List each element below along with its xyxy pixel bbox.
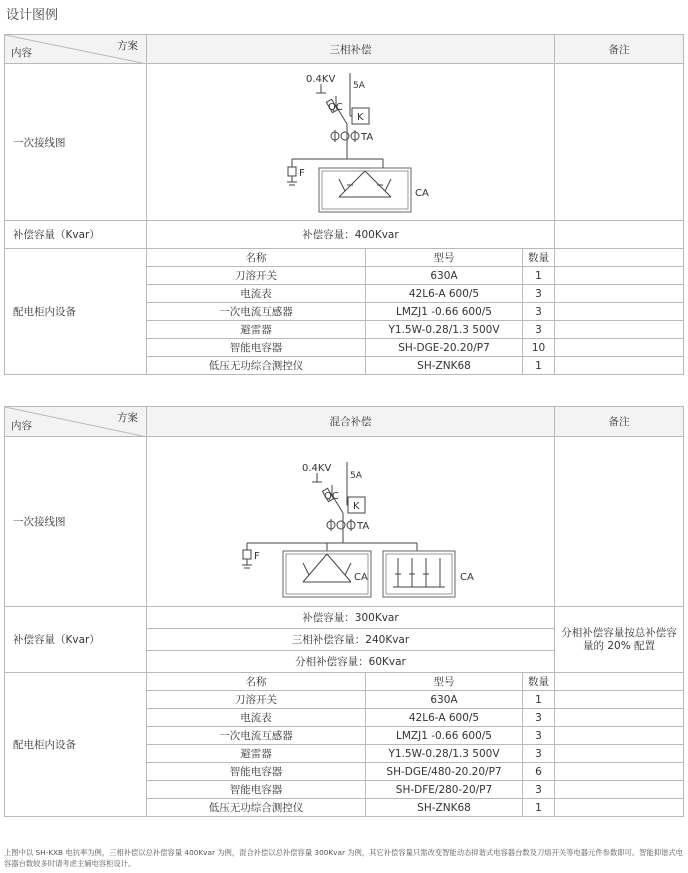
note-cell — [555, 249, 684, 267]
equipment-qty: 1 — [523, 357, 555, 375]
row-label-capacity: 补偿容量（Kvar） — [5, 607, 147, 673]
header-content-label: 内容 — [11, 47, 32, 59]
equipment-name: 智能电容器 — [147, 763, 366, 781]
note-cell — [555, 339, 684, 357]
row-label-equipment: 配电柜内设备 — [5, 249, 147, 375]
capacity-note: 分相补偿容量按总补偿容量的 20% 配置 — [555, 607, 684, 673]
col-model-header: 型号 — [366, 673, 523, 691]
row-label-equipment: 配电柜内设备 — [5, 673, 147, 817]
note-cell — [555, 781, 684, 799]
footnote: 上图中以 SH-KXB 电抗率为例，三相补偿以总补偿容量 400Kvar 为例，混合补偿以总补偿容量 300Kvar 为例，其它补偿容量只需改变智能动态抑谐式电容器台数及刀熔开关等电器元件参数即可。智能抑谐式电容器台数较多时请考虑主辅电容柜设计。 — [4, 848, 683, 868]
wiring-diagram-cell — [147, 64, 555, 221]
note-cell-diagram — [555, 437, 684, 607]
header-corner-cell — [5, 35, 147, 64]
row-label-diagram: 一次接线图 — [5, 64, 147, 221]
capacity-total: 补偿容量：300Kvar — [147, 607, 555, 629]
equipment-model: LMZJ1 -0.66 600/5 — [366, 303, 523, 321]
page-title: 设计图例 — [6, 8, 59, 23]
header-scheme-label: 方案 — [117, 412, 138, 424]
diagram-ca2-label: CA — [460, 572, 474, 583]
equipment-name: 电流表 — [147, 285, 366, 303]
equipment-name: 低压无功综合测控仪 — [147, 799, 366, 817]
equipment-qty: 6 — [523, 763, 555, 781]
equipment-name: 低压无功综合测控仪 — [147, 357, 366, 375]
equipment-qty: 3 — [523, 727, 555, 745]
wiring-diagram — [147, 437, 554, 606]
header-note: 备注 — [555, 407, 684, 437]
equipment-model: 630A — [366, 691, 523, 709]
equipment-header-row — [5, 249, 684, 267]
equipment-model: 630A — [366, 267, 523, 285]
diagram-ca1-label: CA — [354, 572, 368, 583]
col-model-header: 型号 — [366, 249, 523, 267]
header-title: 三相补偿 — [147, 35, 555, 64]
diagram-k-label: K — [357, 112, 364, 123]
hybrid-table — [4, 406, 684, 817]
note-cell — [555, 763, 684, 781]
equipment-model: SH-DFE/280-20/P7 — [366, 781, 523, 799]
equipment-model: SH-DGE-20.20/P7 — [366, 339, 523, 357]
note-cell-diagram — [555, 64, 684, 221]
row-label-capacity: 补偿容量（Kvar） — [5, 221, 147, 249]
diagram-qc-label: QC — [328, 102, 343, 113]
diagram-fuse-label: 5A — [353, 81, 365, 91]
diagram-ta-label: TA — [361, 132, 374, 143]
equipment-qty: 1 — [523, 799, 555, 817]
note-cell — [555, 673, 684, 691]
note-cell — [555, 357, 684, 375]
equipment-model: 42L6-A 600/5 — [366, 709, 523, 727]
header-title: 混合补偿 — [147, 407, 555, 437]
row-label-diagram: 一次接线图 — [5, 437, 147, 607]
equipment-model: SH-ZNK68 — [366, 357, 523, 375]
equipment-model: LMZJ1 -0.66 600/5 — [366, 727, 523, 745]
table-header-row — [5, 407, 684, 437]
diagram-row — [5, 64, 684, 221]
col-name-header: 名称 — [147, 673, 366, 691]
diagram-f-label: F — [299, 168, 305, 179]
diagram-k-label: K — [353, 501, 360, 512]
equipment-name: 智能电容器 — [147, 339, 366, 357]
table-header-row — [5, 35, 684, 64]
three-phase-table — [4, 34, 684, 375]
equipment-qty: 3 — [523, 303, 555, 321]
capacity-split-phase: 分相补偿容量：60Kvar — [147, 651, 555, 673]
note-cell — [555, 303, 684, 321]
equipment-qty: 3 — [523, 321, 555, 339]
diagram-ta-label: TA — [357, 521, 370, 532]
equipment-qty: 3 — [523, 709, 555, 727]
diagram-voltage-label: 0.4KV — [302, 463, 332, 474]
equipment-name: 避雷器 — [147, 321, 366, 339]
equipment-name: 电流表 — [147, 709, 366, 727]
note-cell — [555, 285, 684, 303]
diagram-f-label: F — [254, 551, 260, 562]
equipment-name: 智能电容器 — [147, 781, 366, 799]
note-cell — [555, 799, 684, 817]
diagram-voltage-label: 0.4KV — [306, 74, 336, 85]
note-cell — [555, 691, 684, 709]
note-cell — [555, 709, 684, 727]
note-cell-capacity — [555, 221, 684, 249]
equipment-qty: 3 — [523, 781, 555, 799]
equipment-qty: 10 — [523, 339, 555, 357]
col-qty-header: 数量 — [523, 249, 555, 267]
capacity-value: 补偿容量：400Kvar — [147, 221, 555, 249]
header-content-label: 内容 — [11, 420, 32, 432]
equipment-header-row — [5, 673, 684, 691]
note-cell — [555, 745, 684, 763]
equipment-name: 一次电流互感器 — [147, 727, 366, 745]
equipment-model: Y1.5W-0.28/1.3 500V — [366, 745, 523, 763]
note-cell — [555, 267, 684, 285]
equipment-name: 一次电流互感器 — [147, 303, 366, 321]
equipment-model: 42L6-A 600/5 — [366, 285, 523, 303]
note-cell — [555, 321, 684, 339]
capacity-row — [5, 221, 684, 249]
equipment-name: 刀溶开关 — [147, 267, 366, 285]
note-cell — [555, 727, 684, 745]
equipment-qty: 1 — [523, 267, 555, 285]
diagram-qc-label: QC — [324, 491, 339, 502]
header-corner-cell — [5, 407, 147, 437]
wiring-diagram — [147, 64, 554, 220]
capacity-three-phase: 三相补偿容量：240Kvar — [147, 629, 555, 651]
capacity-row — [5, 607, 684, 629]
equipment-name: 避雷器 — [147, 745, 366, 763]
col-name-header: 名称 — [147, 249, 366, 267]
wiring-diagram-cell — [147, 437, 555, 607]
header-note: 备注 — [555, 35, 684, 64]
equipment-qty: 3 — [523, 285, 555, 303]
diagram-ca-label: CA — [415, 188, 429, 199]
equipment-name: 刀溶开关 — [147, 691, 366, 709]
diagram-row — [5, 437, 684, 607]
equipment-model: Y1.5W-0.28/1.3 500V — [366, 321, 523, 339]
equipment-qty: 3 — [523, 745, 555, 763]
equipment-model: SH-DGE/480-20.20/P7 — [366, 763, 523, 781]
equipment-model: SH-ZNK68 — [366, 799, 523, 817]
equipment-qty: 1 — [523, 691, 555, 709]
diagram-fuse-label: 5A — [350, 471, 362, 481]
col-qty-header: 数量 — [523, 673, 555, 691]
header-scheme-label: 方案 — [117, 40, 138, 52]
